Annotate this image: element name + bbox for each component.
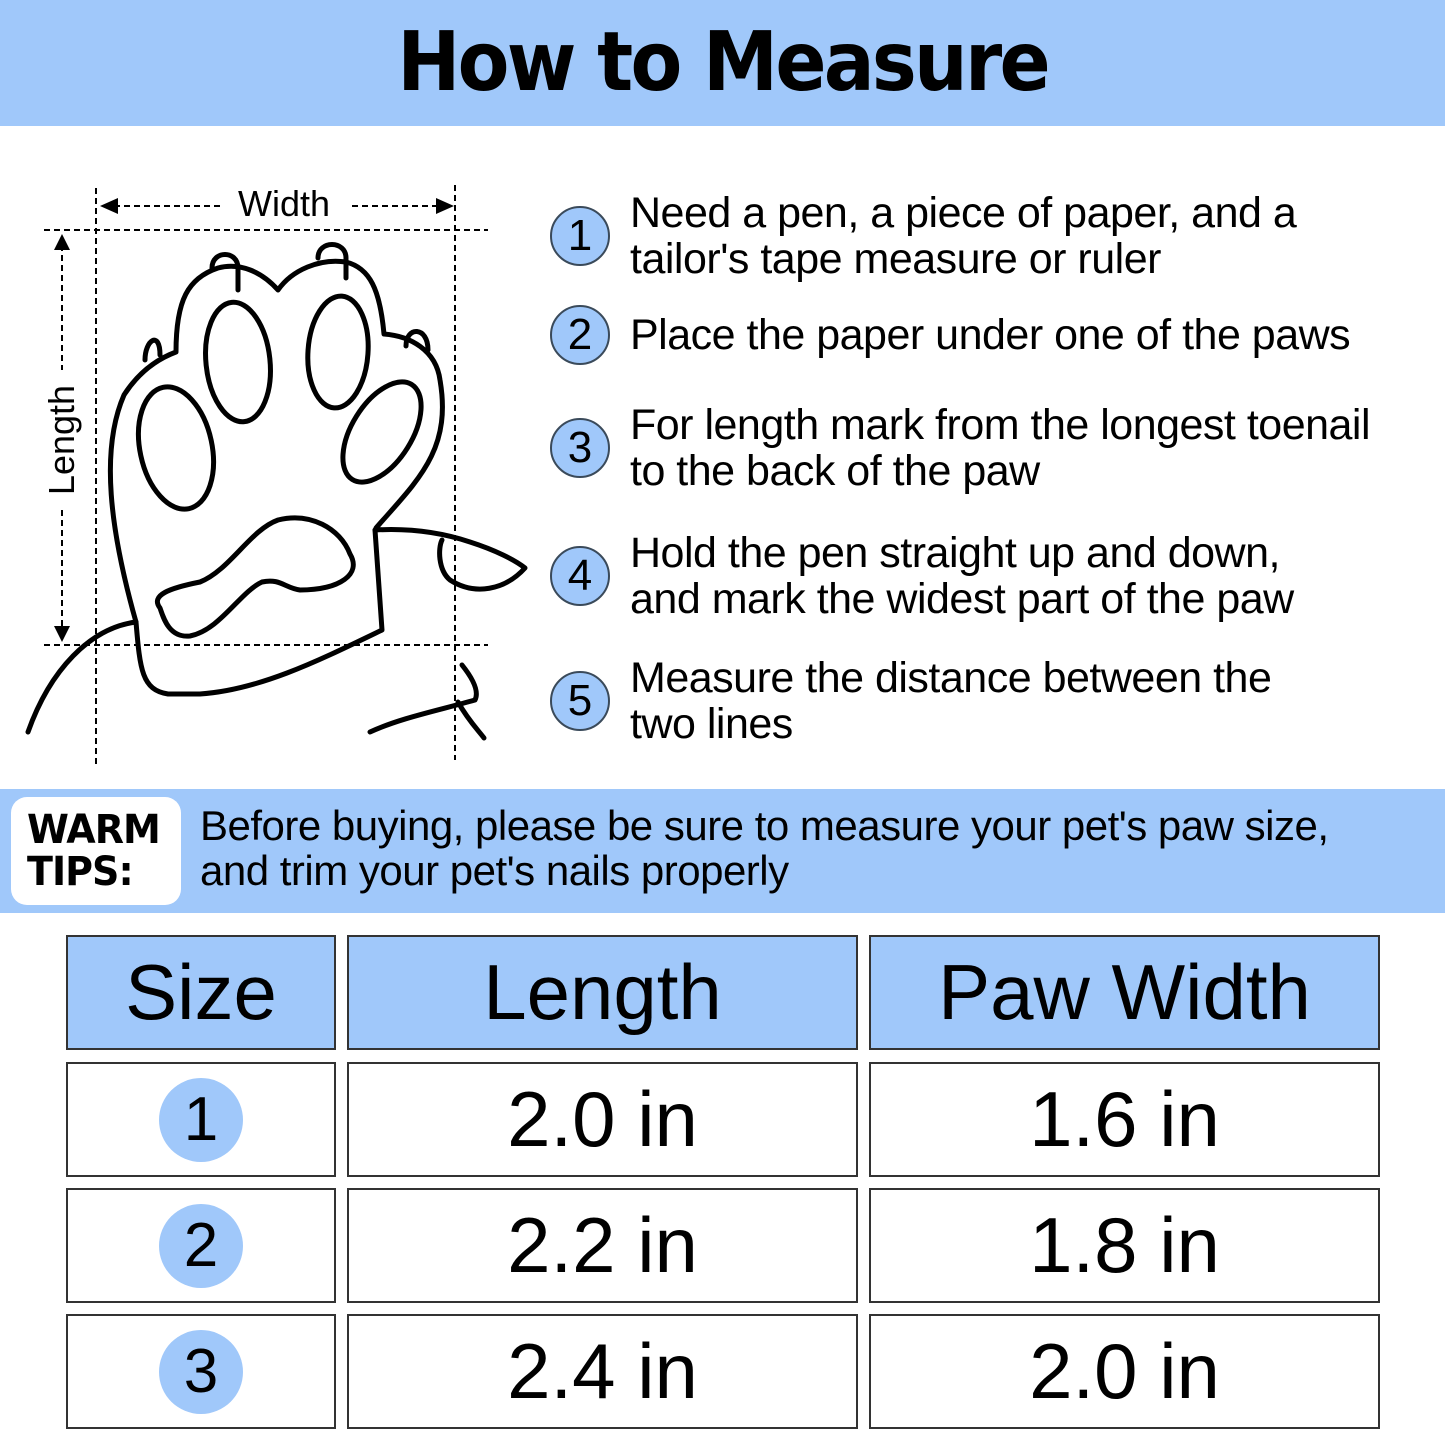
step-text: Measure the distance between the two lines bbox=[630, 654, 1272, 748]
step-number-badge: 3 bbox=[550, 418, 610, 478]
step-number-badge: 4 bbox=[550, 546, 610, 606]
step-5 bbox=[550, 655, 1271, 747]
step-text: Need a pen, a piece of paper, and a tailor's tape measure or ruler bbox=[630, 189, 1297, 283]
header-size: Size bbox=[66, 935, 336, 1050]
size-badge: 1 bbox=[159, 1078, 243, 1162]
table-row-paw-width-cell: 1.6 in bbox=[869, 1062, 1380, 1177]
table-row-paw-width-cell: 2.0 in bbox=[869, 1314, 1380, 1429]
warm-tips-badge: WARM TIPS: bbox=[11, 797, 181, 905]
step-3 bbox=[550, 402, 1370, 494]
warm-tips-text: Before buying, please be sure to measure your pet's paw size, and trim your pet's nails properly bbox=[200, 802, 1329, 894]
size-badge: 2 bbox=[159, 1204, 243, 1288]
table-row-length-cell: 2.4 in bbox=[347, 1314, 858, 1429]
step-text: Hold the pen straight up and down, and mark the widest part of the paw bbox=[630, 529, 1294, 623]
step-number-badge: 2 bbox=[550, 305, 610, 365]
table-row-length-cell: 2.0 in bbox=[347, 1062, 858, 1177]
table-row-size-cell bbox=[66, 1062, 336, 1177]
table-row-size-cell bbox=[66, 1314, 336, 1429]
step-4 bbox=[550, 530, 1294, 622]
step-text: Place the paper under one of the paws bbox=[630, 311, 1351, 359]
header-length: Length bbox=[347, 935, 858, 1050]
svg-text:Length: Length bbox=[41, 384, 82, 496]
step-2 bbox=[550, 305, 1350, 365]
page-header bbox=[0, 0, 1445, 126]
paw-measurement-diagram bbox=[0, 150, 540, 770]
paw-diagram-icon bbox=[0, 150, 540, 770]
page-title: How to Measure bbox=[397, 15, 1048, 110]
header-paw-width: Paw Width bbox=[869, 935, 1380, 1050]
warm-tips-banner bbox=[0, 789, 1445, 913]
step-text: For length mark from the longest toenail to the back of the paw bbox=[630, 401, 1371, 495]
table-row-paw-width-cell: 1.8 in bbox=[869, 1188, 1380, 1303]
step-1 bbox=[550, 190, 1296, 282]
svg-text:Width: Width bbox=[237, 183, 331, 224]
step-number-badge: 1 bbox=[550, 206, 610, 266]
table-row-size-cell bbox=[66, 1188, 336, 1303]
size-badge: 3 bbox=[159, 1330, 243, 1414]
step-number-badge: 5 bbox=[550, 671, 610, 731]
table-row-length-cell: 2.2 in bbox=[347, 1188, 858, 1303]
